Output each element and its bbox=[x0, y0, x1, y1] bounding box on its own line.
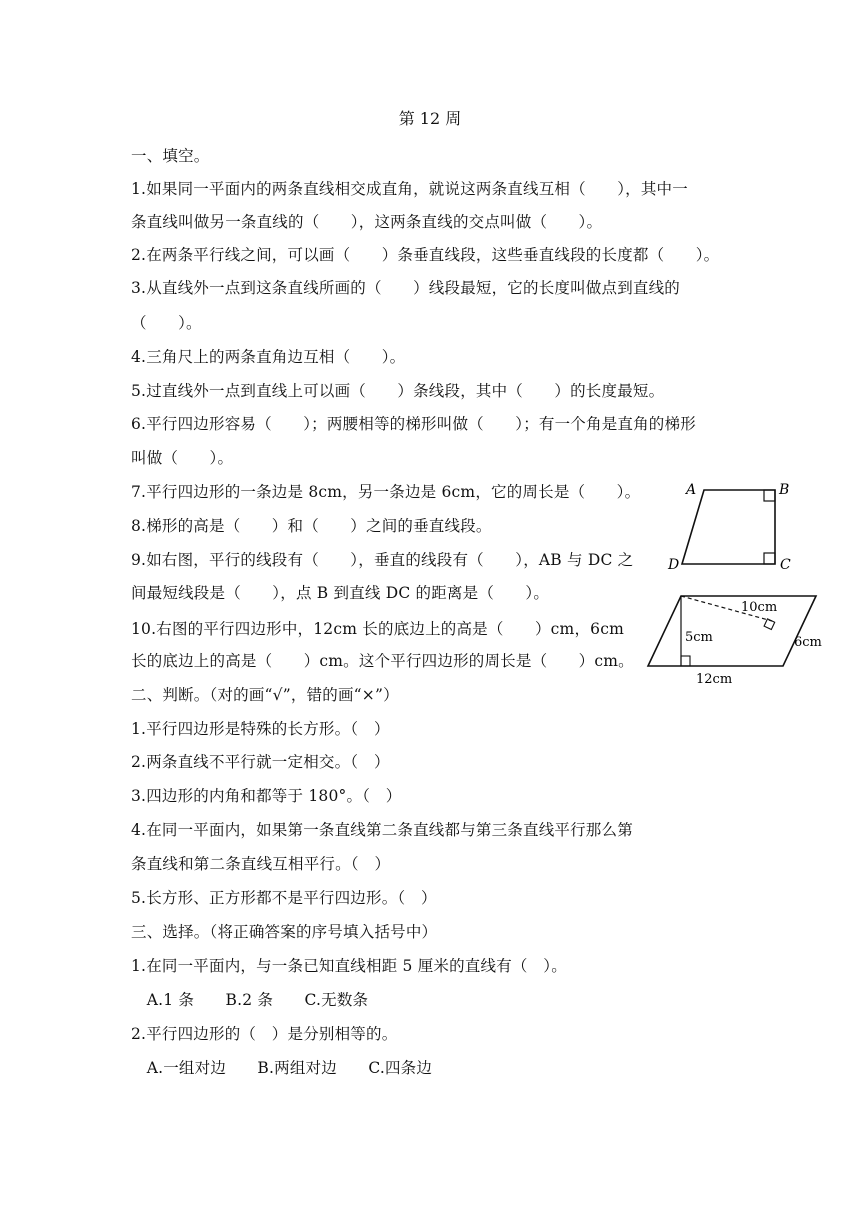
choice-options: A.1 条 B.2 条 C.无数条 bbox=[131, 991, 369, 1009]
question-line: 1.在同一平面内，与一条已知直线相距 5 厘米的直线有（ ）。 bbox=[131, 957, 567, 975]
question-line: 4.三角尺上的两条直角边互相（ ）。 bbox=[131, 348, 406, 366]
right-angle-mark-b bbox=[764, 490, 775, 501]
trapezoid-shape bbox=[682, 490, 775, 564]
question-line: （ ）。 bbox=[131, 314, 202, 332]
question-line: 2.两条直线不平行就一定相交。（ ） bbox=[131, 753, 390, 771]
question-line: 3.四边形的内角和都等于 180°。（ ） bbox=[131, 787, 402, 805]
trapezoid-figure bbox=[660, 474, 800, 578]
question-line: 4.在同一平面内，如果第一条直线第二条直线都与第三条直线平行那么第 bbox=[131, 821, 633, 839]
section-heading: 三、选择。（将正确答案的序号填入括号中） bbox=[131, 923, 438, 941]
vertex-label-d: D bbox=[668, 557, 680, 573]
question-line: 9.如右图，平行的线段有（ ），垂直的线段有（ ），AB 与 DC 之 bbox=[131, 551, 634, 569]
right-angle-mark-c bbox=[764, 553, 775, 564]
question-line: 长的底边上的高是（ ）cm。这个平行四边形的周长是（ ）cm。 bbox=[131, 652, 634, 670]
question-line: 5.过直线外一点到直线上可以画（ ）条线段，其中（ ）的长度最短。 bbox=[131, 382, 665, 400]
parallelogram-figure bbox=[640, 586, 825, 690]
question-line: 间最短线段是（ ），点 B 到直线 DC 的距离是（ ）。 bbox=[131, 584, 550, 602]
choice-options: A.一组对边 B.两组对边 C.四条边 bbox=[131, 1059, 433, 1077]
vertex-label-b: B bbox=[779, 482, 790, 498]
label-10cm: 10cm bbox=[741, 600, 778, 615]
question-line: 2.平行四边形的（ ）是分别相等的。 bbox=[131, 1025, 398, 1043]
parallelogram-shape bbox=[648, 596, 816, 666]
section-heading: 一、填空。 bbox=[131, 147, 210, 165]
section-heading: 二、判断。（对的画“√”，错的画“×”） bbox=[131, 686, 399, 704]
question-line: 2.在两条平行线之间，可以画（ ）条垂直线段，这些垂直线段的长度都（ ）。 bbox=[131, 246, 720, 264]
question-line: 8.梯形的高是（ ）和（ ）之间的垂直线段。 bbox=[131, 517, 492, 535]
page-title: 第 12 周 bbox=[398, 109, 462, 128]
question-line: 10.右图的平行四边形中，12cm 长的底边上的高是（ ）cm，6cm bbox=[131, 620, 624, 638]
question-line: 条直线叫做另一条直线的（ ），这两条直线的交点叫做（ ）。 bbox=[131, 213, 603, 231]
question-line: 5.长方形、正方形都不是平行四边形。（ ） bbox=[131, 889, 437, 907]
question-line: 6.平行四边形容易（ ）；两腰相等的梯形叫做（ ）；有一个角是直角的梯形 bbox=[131, 415, 696, 433]
question-line: 7.平行四边形的一条边是 8cm，另一条边是 6cm，它的周长是（ ）。 bbox=[131, 483, 641, 501]
vertex-label-a: A bbox=[686, 482, 697, 498]
question-line: 1.如果同一平面内的两条直线相交成直角，就说这两条直线互相（ ），其中一 bbox=[131, 180, 688, 198]
question-line: 3.从直线外一点到这条直线所画的（ ）线段最短，它的长度叫做点到直线的 bbox=[131, 279, 680, 297]
right-angle-mark-bottom bbox=[681, 656, 690, 666]
label-6cm: 6cm bbox=[794, 635, 822, 650]
label-12cm: 12cm bbox=[696, 672, 733, 687]
label-5cm: 5cm bbox=[685, 630, 713, 645]
question-line: 条直线和第二条直线互相平行。（ ） bbox=[131, 855, 391, 873]
question-line: 叫做（ ）。 bbox=[131, 449, 234, 467]
question-line: 1.平行四边形是特殊的长方形。（ ） bbox=[131, 720, 390, 738]
vertex-label-c: C bbox=[780, 557, 791, 573]
